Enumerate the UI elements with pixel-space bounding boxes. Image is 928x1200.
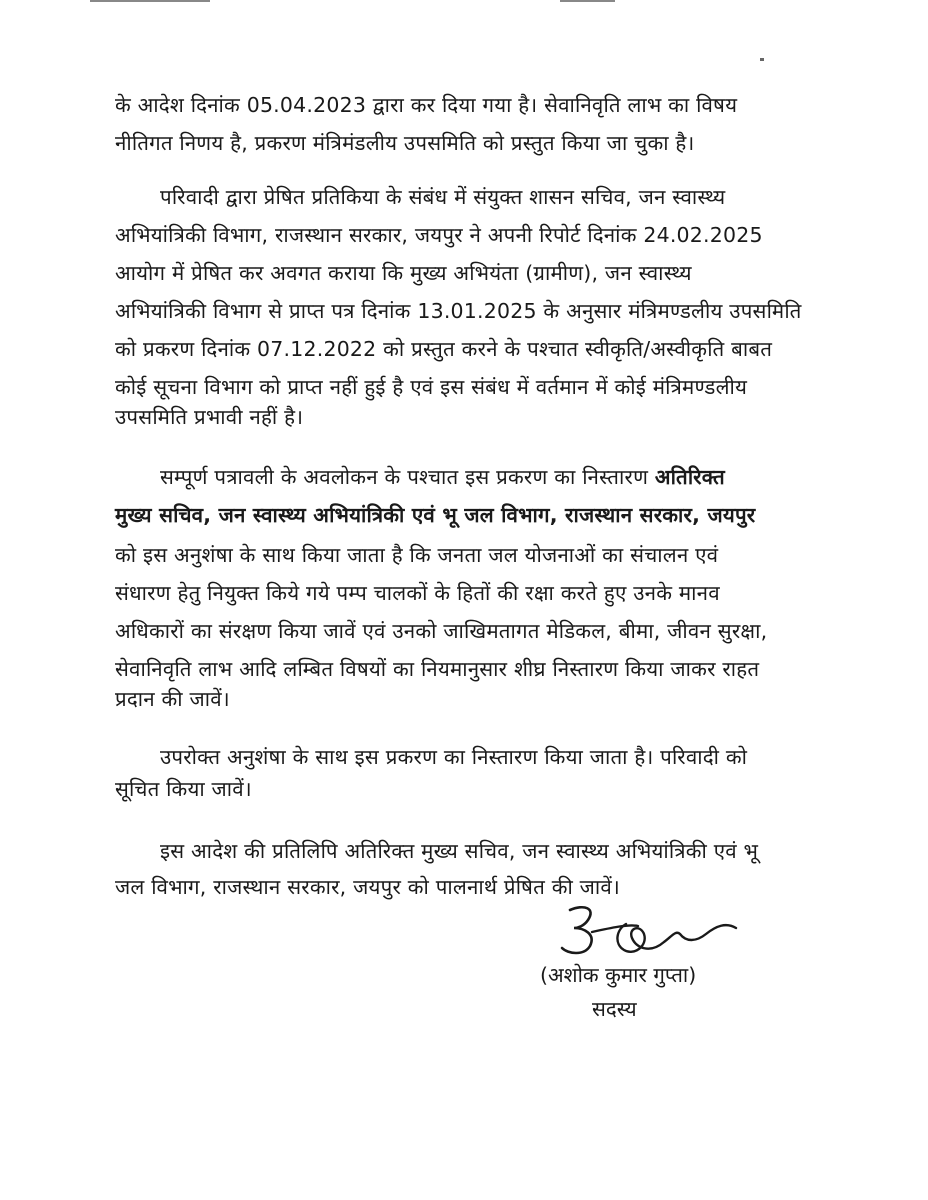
scan-mark-left (90, 0, 210, 2)
paragraph-1-line-2: नीतिगत निणय है, प्रकरण मंत्रिमंडलीय उपसमिति को प्रस्तुत किया जा चुका है। (115, 131, 695, 155)
paragraph-5-line-2: जल विभाग, राजस्थान सरकार, जयपुर को पालनार्थ प्रेषित की जावें। (115, 875, 620, 899)
paragraph-2-line-7: उपसमिति प्रभावी नहीं है। (115, 405, 304, 429)
paragraph-5-line-1: इस आदेश की प्रतिलिपि अतिरिक्त मुख्य सचिव, जन स्वास्थ्य अभियांत्रिकी एवं भू (160, 839, 759, 863)
scan-mark-right (760, 58, 764, 61)
paragraph-2-line-5: को प्रकरण दिनांक 07.12.2022 को प्रस्तुत करने के पश्चात स्वीकृति/अस्वीकृति बाबत (115, 337, 773, 361)
paragraph-3-line-6: सेवानिवृति लाभ आदि लम्बित विषयों का नियमानुसार शीघ्र निस्तारण किया जाकर राहत (115, 657, 760, 681)
paragraph-4-line-2: सूचित किया जावें। (115, 777, 252, 801)
paragraph-3-line-2: मुख्य सचिव, जन स्वास्थ्य अभियांत्रिकी एवं भू जल विभाग, राजस्थान सरकार, जयपुर (115, 503, 756, 527)
signatory-name: (अशोक कुमार गुप्ता) (540, 963, 697, 987)
paragraph-3-line-4: संधारण हेतु नियुक्त किये गये पम्प चालकों के हितों की रक्षा करते हुए उनके मानव (115, 581, 720, 605)
paragraph-3-line-7: प्रदान की जावें। (115, 687, 230, 711)
paragraph-2-line-4: अभियांत्रिकी विभाग से प्राप्त पत्र दिनांक 13.01.2025 के अनुसार मंत्रिमण्डलीय उपसमिति (115, 299, 802, 323)
paragraph-3-line-3: को इस अनुशंषा के साथ किया जाता है कि जनता जल योजनाओं का संचालन एवं (115, 543, 719, 567)
paragraph-2-line-2: अभियांत्रिकी विभाग, राजस्थान सरकार, जयपुर ने अपनी रिपोर्ट दिनांक 24.02.2025 (115, 223, 763, 247)
scan-mark-center (560, 0, 615, 2)
paragraph-4-line-1: उपरोक्त अनुशंषा के साथ इस प्रकरण का निस्तारण किया जाता है। परिवादी को (160, 745, 748, 769)
paragraph-3-line-1-normal: सम्पूर्ण पत्रावली के अवलोकन के पश्चात इस प्रकरण का निस्तारण (160, 465, 655, 489)
paragraph-2-line-3: आयोग में प्रेषित कर अवगत कराया कि मुख्य अभियंता (ग्रामीण), जन स्वास्थ्य (115, 261, 692, 285)
paragraph-3-line-5: अधिकारों का संरक्षण किया जावें एवं उनको जाखिमतागत मेडिकल, बीमा, जीवन सुरक्षा, (115, 619, 768, 643)
paragraph-3-line-1-bold: अतिरिक्त (654, 465, 725, 489)
signature-block (520, 898, 760, 1038)
paragraph-1-line-1: के आदेश दिनांक 05.04.2023 द्वारा कर दिया गया है। सेवानिवृति लाभ का विषय (115, 93, 738, 117)
paragraph-2-line-6: कोई सूचना विभाग को प्राप्त नहीं हुई है एवं इस संबंध में वर्तमान में कोई मंत्रिमण्डलीय (115, 375, 748, 399)
paragraph-3-line-1 (0, 460, 928, 494)
paragraph-2-line-1: परिवादी द्वारा प्रेषित प्रतिकिया के संबंध में संयुक्त शासन सचिव, जन स्वास्थ्य (160, 185, 726, 209)
signatory-designation: सदस्य (592, 997, 637, 1021)
